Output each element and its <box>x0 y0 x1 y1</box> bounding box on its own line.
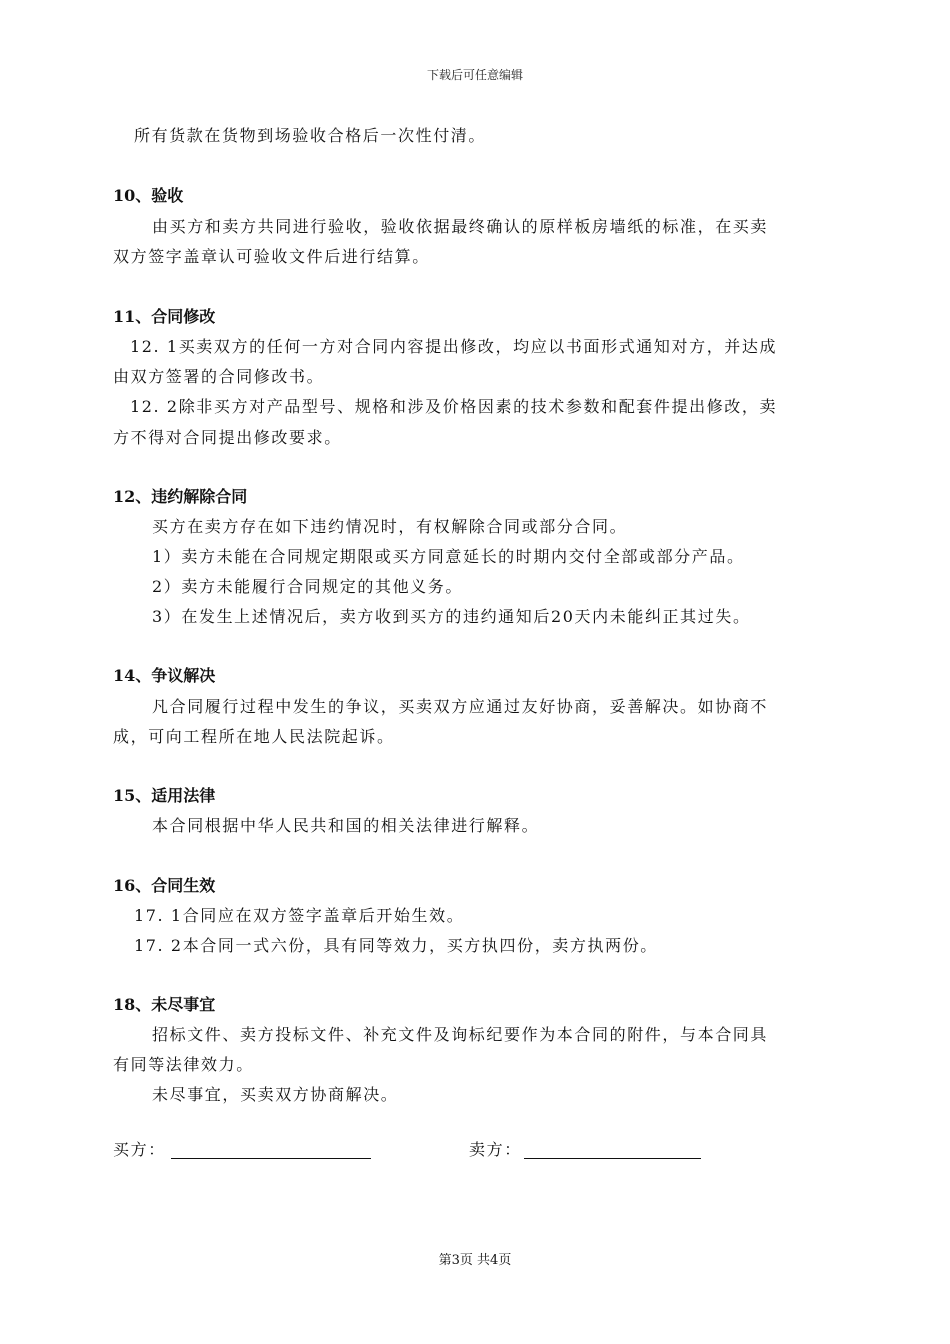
section-11-item-2-line-2: 方不得对合同提出修改要求。 <box>113 428 342 447</box>
section-12-heading: 12、违约解除合同 <box>113 487 248 506</box>
seller-signature-label: 卖方： <box>469 1140 522 1159</box>
section-16-heading: 16、合同生效 <box>113 876 216 895</box>
section-14-line-1: 凡合同履行过程中发生的争议，买卖双方应通过友好协商，妥善解决。如协商不 <box>152 697 769 716</box>
seller-signature-line <box>524 1158 701 1159</box>
payment-text: 所有货款在货物到场验收合格后一次性付清。 <box>134 126 487 145</box>
section-15-heading: 15、适用法律 <box>113 786 216 805</box>
section-12-item-2: 2）卖方未能履行合同规定的其他义务。 <box>152 577 463 596</box>
page-header: 下载后可任意编辑 <box>426 68 523 82</box>
section-11-item-2-line-1: 12. 2除非买方对产品型号、规格和涉及价格因素的技术参数和配套件提出修改，卖 <box>130 397 778 416</box>
section-11-item-1-line-1: 12. 1买卖双方的任何一方对合同内容提出修改，均应以书面形式通知对方，并达成 <box>130 337 778 356</box>
section-18-line-1: 招标文件、卖方投标文件、补充文件及询标纪要作为本合同的附件，与本合同具 <box>152 1025 769 1044</box>
section-12-intro: 买方在卖方存在如下违约情况时，有权解除合同或部分合同。 <box>152 517 628 536</box>
section-18-line-2: 有同等法律效力。 <box>113 1055 254 1074</box>
section-10-line-1: 由买方和卖方共同进行验收，验收依据最终确认的原样板房墙纸的标准，在买卖 <box>152 217 769 236</box>
section-15-line-1: 本合同根据中华人民共和国的相关法律进行解释。 <box>152 816 540 835</box>
section-14-line-2: 成，可向工程所在地人民法院起诉。 <box>113 727 395 746</box>
section-18-heading: 18、未尽事宜 <box>113 995 216 1014</box>
page-footer: 第3页 共4页 <box>438 1253 512 1268</box>
buyer-signature-label: 买方： <box>113 1140 166 1159</box>
section-10-line-2: 双方签字盖章认可验收文件后进行结算。 <box>113 247 430 266</box>
buyer-signature-line <box>171 1158 371 1159</box>
section-18-line-3: 未尽事宜，买卖双方协商解决。 <box>152 1085 399 1104</box>
section-12-item-3: 3）在发生上述情况后，卖方收到买方的违约通知后20天内未能纠正其过失。 <box>152 607 751 626</box>
section-10-heading: 10、验收 <box>113 186 184 205</box>
section-14-heading: 14、争议解决 <box>113 666 216 685</box>
section-11-heading: 11、合同修改 <box>113 307 216 326</box>
section-16-item-2: 17. 2本合同一式六份，具有同等效力，买方执四份，卖方执两份。 <box>134 936 658 955</box>
section-12-item-1: 1）卖方未能在合同规定期限或买方同意延长的时期内交付全部或部分产品。 <box>152 547 745 566</box>
section-11-item-1-line-2: 由双方签署的合同修改书。 <box>113 367 325 386</box>
section-16-item-1: 17. 1合同应在双方签字盖章后开始生效。 <box>134 906 465 925</box>
